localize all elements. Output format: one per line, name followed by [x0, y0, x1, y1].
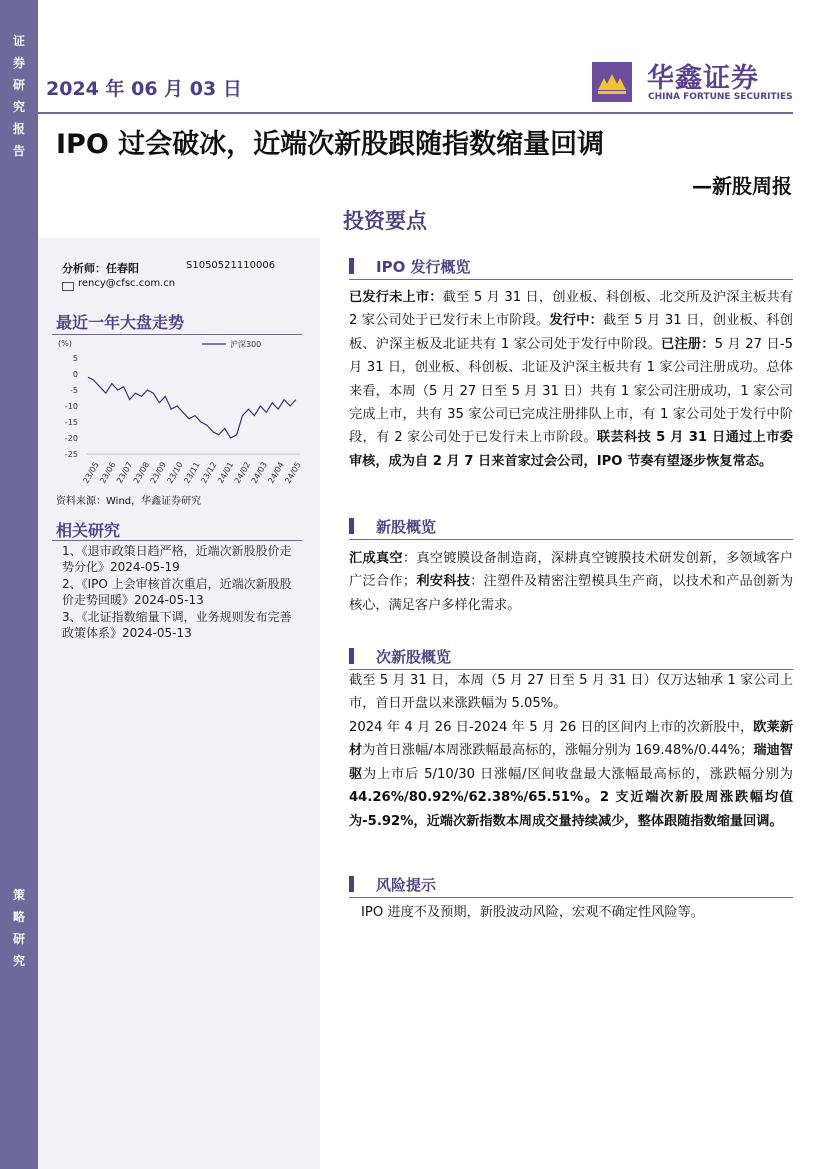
- sidebar-char: 证: [12, 34, 25, 48]
- analyst-label: 分析师：: [62, 262, 106, 275]
- section-new-title: 新股概览: [376, 518, 437, 536]
- subnew-text-2: 为首日涨幅/本周涨跌幅最高标的，涨幅分别为 169.48%/0.44%；: [362, 743, 754, 759]
- x-tick-label: 24/05: [283, 460, 303, 485]
- new-bold-2: 利安科技: [416, 574, 471, 590]
- ipo-bold-2: 发行中：: [549, 313, 604, 329]
- ipo-bold-1: 已发行未上市：: [349, 290, 443, 305]
- analyst-cert-number: S1050521110006: [186, 260, 276, 271]
- section-divider: [349, 279, 793, 280]
- subnew-paragraph-2: [349, 716, 793, 833]
- x-tick-label: 24/04: [266, 460, 286, 485]
- section-ipo-heading: [349, 256, 471, 277]
- ipo-paragraph: [349, 286, 793, 473]
- x-tick-label: 23/06: [98, 460, 118, 485]
- subnew-bold-1: 欧莱新材: [349, 720, 794, 759]
- subnew-bold-2: 瑞迪智驱: [349, 743, 793, 782]
- sidebar-char: 策: [12, 888, 25, 902]
- sidebar: [0, 0, 38, 1169]
- subnew-text-1: 2024 年 4 月 26 日-2024 年 5 月 26 日的区间内上市的次新股中，: [349, 720, 754, 735]
- y-tick-label: -5: [70, 386, 78, 395]
- section-risk-heading: [349, 874, 436, 895]
- x-tick-label: 24/03: [249, 460, 269, 485]
- section-risk-title: 风险提示: [376, 876, 437, 894]
- sidebar-char: 略: [12, 910, 25, 924]
- report-date: 2024 年 06 月 03 日: [46, 78, 242, 100]
- section-new-heading: [349, 516, 436, 537]
- y-tick-label: -10: [64, 402, 78, 411]
- section-ipo-title: IPO 发行概览: [376, 258, 471, 276]
- header-divider: [38, 112, 793, 114]
- sidebar-char: 告: [12, 144, 25, 158]
- related-divider: [52, 540, 302, 541]
- analyst-name-row: [62, 260, 139, 276]
- related-item[interactable]: 1、《退市政策日趋严格，近端次新股股价走势分化》2024-05-19: [62, 544, 292, 574]
- x-tick-label: 24/01: [216, 460, 236, 485]
- y-tick-label: 5: [72, 354, 78, 363]
- company-logo: [592, 56, 792, 106]
- x-tick-label: 24/02: [232, 460, 253, 485]
- sidebar-char: 究: [12, 954, 25, 968]
- y-tick-label: -25: [64, 450, 78, 459]
- risk-paragraph: IPO 进度不及预期，新股波动风险，宏观不确定性风险等。: [361, 905, 704, 920]
- sidebar-char: 研: [12, 932, 25, 946]
- sidebar-char: 券: [12, 56, 25, 70]
- section-divider: [349, 539, 793, 540]
- ipo-bold-3: 已注册：: [661, 336, 715, 352]
- x-tick-label: 23/10: [165, 460, 185, 485]
- new-text-1: ：真空镀膜设备制造商，深耕真空镀膜技术研发创新，多领域客户广泛合作；: [349, 551, 794, 590]
- investment-highlights-heading: 投资要点: [343, 209, 427, 233]
- y-axis-label: (%): [58, 339, 72, 348]
- y-tick-label: -20: [64, 434, 78, 443]
- section-divider: [349, 897, 793, 898]
- sidebar-char: 研: [12, 78, 25, 92]
- x-tick-label: 23/05: [81, 460, 101, 485]
- section-marker: [349, 518, 354, 534]
- y-tick-label: -15: [64, 418, 78, 427]
- ipo-text-1: 截至 5 月 31 日，创业板、科创板、北交所及沪深主板共有 2 家公司处于已发行未上市阶段。: [349, 290, 794, 329]
- new-bold-1: 汇成真空: [349, 551, 403, 566]
- chart-source: 资料来源：Wind，华鑫证券研究: [56, 496, 202, 507]
- ipo-text-3: 5 月 27 日-5 月 31 日，创业板、科创板、北证及沪深主板共有 1 家公司注册成功。总体来看，本周（5 月 27 日至 5 月 31 日）共有 1 家公司注册成功，1 家公司完成上市，共有 35 家公司已完成注册排队上市，有 1 家公司处于发行中阶段，有 2 家公司处于已发行未上市阶段。: [349, 336, 793, 446]
- section-subnew-heading: [349, 646, 451, 667]
- page-title: IPO 过会破冰，近端次新股跟随指数缩量回调: [56, 129, 605, 160]
- new-text-2: ：注塑件及精密注塑模具生产商，以技术和产品创新为核心，满足客户多样化需求。: [349, 574, 794, 613]
- subnew-text-3: 为上市后 5/10/30 日涨幅/区间收盘最大涨幅最高标的，涨跌幅分别为: [363, 766, 793, 782]
- y-tick-label: 0: [72, 370, 78, 379]
- subnew-bold-3: 44.26%/80.92%/62.38%/65.51%。2 支近端次新股周涨跌幅均值为-5.92%，近端次新指数本周成交量持续减少，整体跟随指数缩量回调。: [349, 790, 793, 829]
- related-research-list: [62, 543, 302, 642]
- new-stock-paragraph: [349, 547, 793, 617]
- email-icon: [62, 282, 74, 291]
- section-marker: [349, 648, 354, 664]
- x-tick-label: 23/09: [148, 460, 168, 485]
- series-line-hs300: [88, 377, 296, 438]
- ipo-bold-4: 联芸科技 5 月 31 日通过上市委审核，成为自 2 月 7 日来首家过会公司，IPO 节奏有望逐步恢复常态。: [349, 430, 793, 469]
- related-research-title: 相关研究: [56, 521, 121, 540]
- sidebar-char: 报: [12, 122, 25, 136]
- x-tick-label: 23/11: [182, 460, 202, 485]
- page-subtitle: —新股周报: [692, 174, 792, 198]
- ipo-text-2: 截至 5 月 31 日，创业板、科创板、沪深主板及北证共有 1 家公司处于发行中阶段。: [349, 313, 793, 352]
- logo-english-name: CHINA FORTUNE SECURITIES: [648, 92, 793, 102]
- analyst-email[interactable]: rency@cfsc.com.cn: [78, 278, 176, 289]
- x-tick-label: 23/07: [115, 460, 135, 485]
- market-trend-chart: [50, 336, 312, 492]
- related-item[interactable]: 2、《IPO 上会审核首次重启，近端次新股股价走势回暖》2024-05-13: [62, 577, 292, 607]
- sidebar-top-label: [0, 30, 38, 162]
- related-item[interactable]: 3、《北证指数缩量下调，业务规则发布完善政策体系》2024-05-13: [62, 610, 292, 640]
- subnew-paragraph-1: 截至 5 月 31 日，本周（5 月 27 日至 5 月 31 日）仅万达轴承 1 家公司上市，首日开盘以来涨跌幅为 5.05%。: [349, 673, 793, 712]
- chart-divider: [52, 334, 302, 335]
- section-marker: [349, 876, 354, 892]
- chart-section-title: 最近一年大盘走势: [56, 313, 185, 332]
- x-tick-label: 23/12: [199, 460, 219, 485]
- x-tick-label: 23/08: [131, 460, 152, 485]
- logo-mark-icon: [592, 62, 632, 102]
- section-subnew-title: 次新股概览: [376, 648, 452, 666]
- logo-chinese-name: 华鑫证券: [647, 63, 759, 94]
- sidebar-bottom-label: [0, 884, 38, 972]
- legend-label: 沪深300: [230, 340, 262, 349]
- analyst-name: 任春阳: [106, 262, 139, 275]
- sidebar-char: 究: [12, 100, 25, 114]
- section-marker: [349, 258, 354, 274]
